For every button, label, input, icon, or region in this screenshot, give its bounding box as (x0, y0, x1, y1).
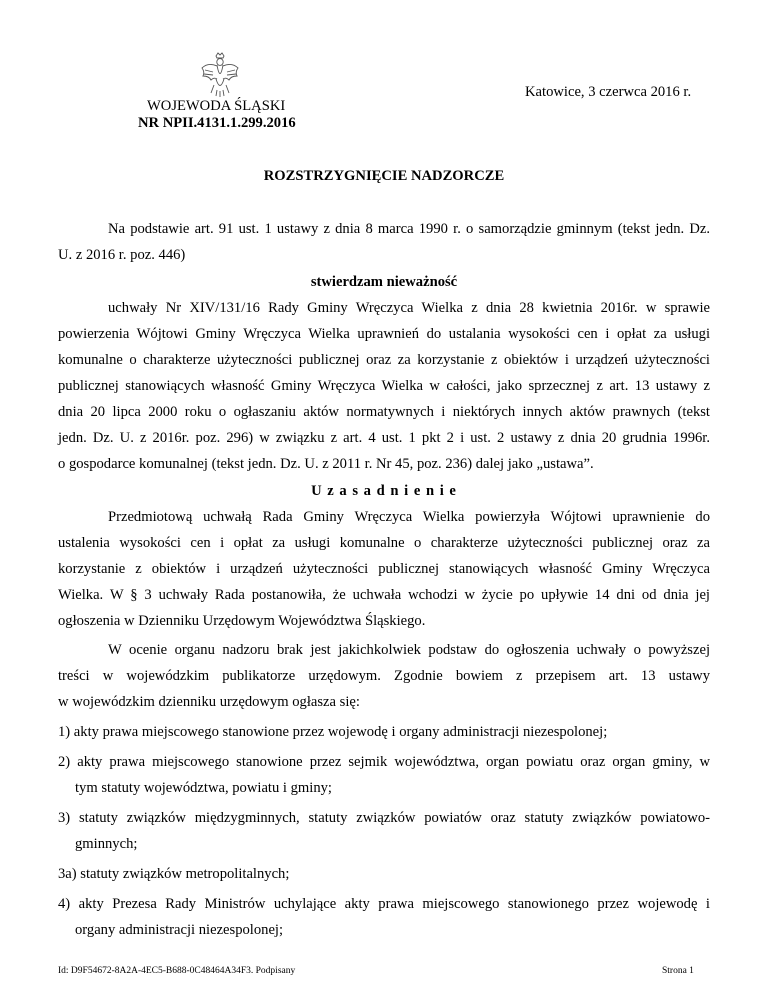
case-number: NR NPII.4131.1.299.2016 (138, 115, 296, 131)
eagle-emblem-icon (199, 52, 241, 98)
justification-heading: U z a s a d n i e n i e (311, 483, 457, 499)
list-item-continuation: gminnych; (75, 836, 138, 852)
verdict-line: jedn. Dz. U. z 2016r. poz. 296) w związku z art. 4 ust. 1 pkt 2 i ust. 2 ustawy z dnia 20 grudnia 1996r. (58, 430, 710, 446)
justification-line: Wielka. W § 3 uchwały Rada postanowiła, że uchwała wchodzi w życie po upływie 14 dni od dnia jej (58, 587, 710, 603)
list-item: 3a) statuty związków metropolitalnych; (58, 866, 290, 882)
list-item: 3) statuty związków międzygminnych, statuty związków powiatów oraz statuty związków powiatowo- (58, 810, 710, 826)
verdict-line: o gospodarce komunalnej (tekst jedn. Dz. U. z 2011 r. Nr 45, poz. 236) dalej jako „ustawa”. (58, 456, 594, 472)
basis-line: U. z 2016 r. poz. 446) (58, 247, 186, 263)
verdict-line: publicznej stanowiących własność Gminy Wręczyca Wielka w całości, jako sprzecznej z art. 13 ustawy z (58, 378, 710, 394)
page-number: Strona 1 (662, 966, 694, 976)
list-item-continuation: organy administracji niezespolonej; (75, 922, 284, 938)
verdict-line: uchwały Nr XIV/131/16 Rady Gminy Wręczyca Wielka z dnia 28 kwietnia 2016r. w sprawie (108, 300, 710, 316)
verdict-line: dnia 20 lipca 2000 roku o ogłaszaniu aktów normatywnych i niektórych innych aktów prawnych (tekst (58, 404, 710, 420)
list-item: 4) akty Prezesa Rady Ministrów uchylające akty prawa miejscowego stanowionego przez wojewodę i (58, 896, 710, 912)
verdict-line: powierzenia Wójtowi Gminy Wręczyca Wielka uprawnień do ustalania wysokości cen i opłat za usługi (58, 326, 710, 342)
city-date: Katowice, 3 czerwca 2016 r. (525, 84, 692, 100)
justification-line: korzystanie z obiektów i urządzeń użyteczności publicznej stanowiących własność Gminy Wręczyca (58, 561, 710, 577)
basis-line: Na podstawie art. 91 ust. 1 ustawy z dnia 8 marca 1990 r. o samorządzie gminnym (tekst jedn. Dz. (108, 221, 710, 237)
authority-name: WOJEWODA ŚLĄSKI (147, 98, 286, 114)
opinion-line: w wojewódzkim dzienniku urzędowym ogłasza się: (58, 694, 360, 710)
justification-line: ogłoszenia w Dzienniku Urzędowym Województwa Śląskiego. (58, 613, 426, 629)
justification-line: ustalenia wysokości cen i opłat za usługi komunalne o charakterze użyteczności publicznej oraz za (58, 535, 710, 551)
verdict-heading: stwierdzam nieważność (310, 274, 458, 290)
list-item: 1) akty prawa miejscowego stanowione przez wojewodę i organy administracji niezespolonej; (58, 724, 608, 740)
justification-line: Przedmiotową uchwałą Rada Gminy Wręczyca Wielka powierzyła Wójtowi uprawnienie do (108, 509, 710, 525)
opinion-line: treści w wojewódzkim publikatorze urzędowym. Zgodnie bowiem z przepisem art. 13 ustawy (58, 668, 710, 684)
list-item-continuation: tym statuty województwa, powiatu i gminy; (75, 780, 332, 796)
list-item: 2) akty prawa miejscowego stanowione przez sejmik województwa, organ powiatu oraz organ gminy, w (58, 754, 710, 770)
opinion-line: W ocenie organu nadzoru brak jest jakichkolwiek podstaw do ogłoszenia uchwały o powyższej (108, 642, 710, 658)
document-title: ROZSTRZYGNIĘCIE NADZORCZE (263, 168, 505, 184)
verdict-line: komunalne o charakterze użyteczności publicznej oraz za korzystanie z obiektów i urządzeń użyteczności (58, 352, 710, 368)
document-id: Id: D9F54672-8A2A-4EC5-B688-0C48464A34F3. Podpisany (58, 966, 296, 976)
